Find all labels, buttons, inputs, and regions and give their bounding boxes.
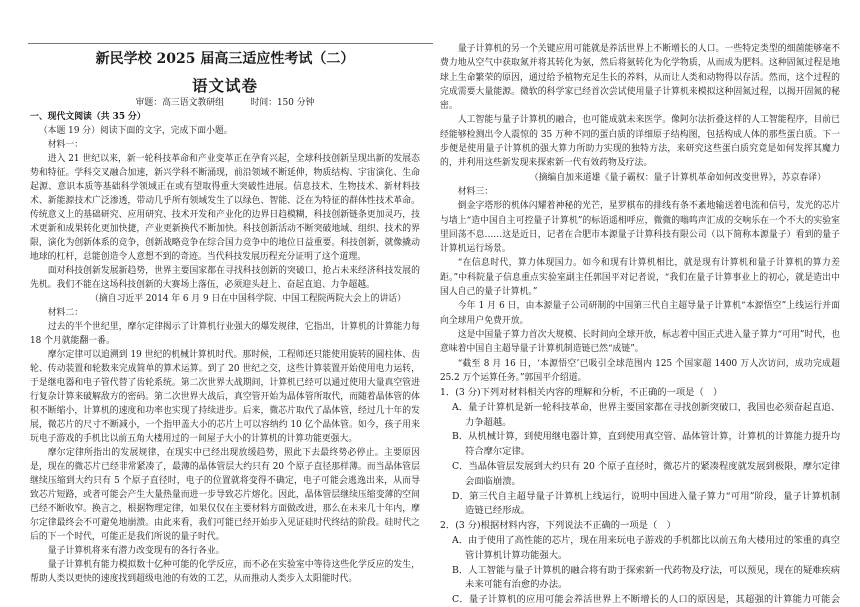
section-heading: 一、现代文阅读（共 35 分） <box>30 112 146 122</box>
paragraph: 过去的半个世纪里，摩尔定律揭示了计算机行业强大的爆发规律，它指出，计算机的计算能力每 18 个月就能翻一番。 <box>30 322 420 346</box>
material-label: 材料三： <box>457 186 494 197</box>
question-option: B．人工智能与量子计算机的融合将有助于探索新一代药物及疗法，可以预见，现在的疑难疾病未来可能有治愈的办法。 <box>452 564 840 591</box>
paragraph: 摩尔定律可以追溯到 19 世纪的机械计算机时代。那时候，工程师还只能使用旋转的圆柱体、齿轮、传动装置和轮数来完成简单的算术运算。到了 20 世纪之交，这些计算装置开始使用电力运转，于是继电器和电子管代替了齿轮系统。第二次世界大战期间，计算机已经可以通过使用大量真空管进行复杂计算来破解敌方的密码。第二次世界大战后，真空管开始为晶体管所取代，而随着晶体管的体积不断缩小，计算机的速度和功率也实现了持续进步。后来，微芯片取代了晶体管，经过几十年的发展，微芯片的尺寸不断减小，一个指甲盖大小的芯片上可以容纳约 10 亿个晶体管。如今，孩子用来玩电子游戏的手机比以前五角大楼用过的一间屋子大小的计算机的计算功能更强大。 <box>30 350 420 444</box>
exam-title: 新民学校 2025 届高三适应性考试（二） <box>95 51 355 67</box>
left-column <box>30 0 420 607</box>
question-option: D．第三代自主超导量子计算机上线运行，说明中国进入量子算力“可用”阶段，量子计算机制造链已经形成。 <box>452 490 840 517</box>
question-list <box>440 386 840 607</box>
paragraph: 进入 21 世纪以来，新一轮科技革命和产业变革正在孕育兴起，全球科技创新呈现出新的发展态势和特征。学科交叉融合加速，新兴学科不断涌现，前沿领域不断延伸，物质结构、宇宙演化、生命起源、意识本质等基础科学领域正在或有望取得重大突破性进展。信息技术、生物技术、新材料技术、新能源技术广泛渗透，带动几乎所有领域发生了以绿色、智能、泛在为特征的群体性技术革命。传统意义上的基础研究、应用研究、技术开发和产业化的边界日趋模糊，科技创新链条更加灵巧，技术更新和成果转化更加快捷，产业更新换代不断加快。科技创新活动不断突破地域、组织、技术的界限，演化为创新体系的竞争，创新战略竞争在综合国力竞争中的地位日益重要。科技创新，就像撬动地球的杠杆，总能创造令人意想不到的奇迹。当代科技发展历程充分证明了这个道理。 <box>30 154 420 262</box>
paragraph: 摩尔定律所指出的发展规律，在现实中已经出现放缓趋势，照此下去最终势必停止。主要原因是，现在的微芯片已经非常紧凑了，最薄的晶体管层大约只有 20 个原子直径那样薄。而当晶体管层继续压缩到大约只有 5 个原子直径时，电子的位置就将变得不确定，电子可能会逃逸出来，从而导致芯片短路，或者可能会产生大量热量而进一步导致芯片熔化。因此，晶体管层继续压缩变薄的空间已经不断收窄。换言之，根据物理定律，如果仅仅在主要材料方面做改进，那么在未来几十年内，摩尔定律最终会不可避免地崩溃。由此来看，我们可能已经开始步入见证硅时代终结的阶段。硅时代之后的下一个时代，可能正是我们所说的量子时代。 <box>30 448 420 542</box>
paragraph: 倒金字塔形的机体闪耀着神秘的光芒，星罗棋布的排线有条不紊地输送着电流和信号，发光的芯片与墙上“造中国自主可控量子计算机”的标语遥相呼应，微微的嗡鸣声汇成的交响乐在一个不大的实验室里回荡不息……这是近日，记者在合肥市本源量子计算科技有限公司（以下简称本源量子）看到的量子计算机运行场景。 <box>440 201 840 255</box>
paragraph: 面对科技创新发展新趋势，世界主要国家都在寻找科技创新的突破口，抢占未来经济科技发展的先机。我们不能在这场科技创新的大赛场上落伍，必须迎头赶上、奋起直追、力争超越。 <box>30 266 420 290</box>
right-text-flow <box>440 42 840 386</box>
question-option: C．当晶体管层发展到大约只有 20 个原子直径时，微芯片的紧凑程度就发展到极限，摩尔定律会面临崩溃。 <box>452 460 840 487</box>
material-label: 材料一： <box>47 140 84 150</box>
paper-subject: 语文试卷 <box>191 76 258 95</box>
question-option: A．由于使用了高性能的芯片，现在用来玩电子游戏的手机都比以前五角大楼用过的笨重的真空管计算机计算功能强大。 <box>452 534 840 561</box>
paragraph: 今年 1 月 6 日，由本源量子公司研制的中国第三代自主超导量子计算机“本源悟空”上线运行并面向全球用户免费开放。 <box>440 301 840 326</box>
question-stem: 1．(3 分)下列对材料相关内容的理解和分析，不正确的一项是（ ） <box>440 387 723 398</box>
paragraph: “在信息时代，算力体现国力。如今和现有计算机相比，就是现有计算机和量子计算机的算力差距。”中科院量子信息重点实验室副主任郭国平对记者说，“我们在量子计算事业上的初心，就是造出中国人自己的量子计算机。” <box>440 258 840 298</box>
material-source: （摘编自加来道雄《量子霸权：量子计算机革命如何改变世界》，苏京春译） <box>529 172 826 183</box>
paragraph: 量子计算机将来有潜力改变现有的各行各业。 <box>47 546 225 556</box>
material-source: （摘自习近平 2014 年 6 月 9 日在中国科学院、中国工程院两院大会上的讲话） <box>90 294 406 304</box>
left-text-flow <box>30 96 420 600</box>
question-option: B．从机械计算，到使用继电器计算，直到使用真空管、晶体管计算，计算机的计算能力提升均符合摩尔定律。 <box>452 431 840 458</box>
exam-meta: 审题：高三语文教研组 时间：150 分钟 <box>135 98 315 108</box>
question-stem: 2．(3 分)根据材料内容，下列说法不正确的一项是（ ） <box>440 520 676 532</box>
paragraph: 人工智能与量子计算机的融合，也可能成就未来医学。像阿尔法折叠这样的人工智能程序，目前已经能够检测出令人震惊的 35 万种不同的蛋白质的详细原子结构图，包括构成人体的那些蛋白质。下一步便是使用量子计算机的强大算力所助力实现的独特方法，来研究这些蛋白质究竟是如何发挥其魔力的，并利用这些新发现来探索新一代有效药物及疗法。 <box>440 115 840 169</box>
paragraph: “截至 8 月 16 日，‘本源悟空’已吸引全球范围内 125 个国家超 1400 万人次访问，成功完成超 25.2 万个运算任务。”郭国平介绍道。 <box>440 358 840 383</box>
question-option: C．量子计算机的应用可能会养活世界上不断增长的人口的原因是，其超强的计算能力可能会 <box>452 594 840 606</box>
question-option: A．量子计算机是新一轮科技革命，世界主要国家都在寻找创新突破口，我国也必须奋起直追、力争超越。 <box>452 401 840 428</box>
material-label: 材料二： <box>47 308 84 318</box>
paragraph: 量子计算机有能力模拟数十亿种可能的化学反应，而不必在实验室中等待这些化学反应的发生，帮助人类以更快的速度找到超级电池的有效的工艺，从而推动人类步入太阳能时代。 <box>30 560 420 584</box>
paragraph: 这是中国量子算力首次大规模、长时间向全球开放，标志着中国正式进入量子算力“可用”时代，也意味着中国自主超导量子计算机制造链已然“成链”。 <box>440 329 840 355</box>
right-column <box>440 0 840 607</box>
section-instruction: （本题 19 分）阅读下面的文字，完成下面小题。 <box>38 126 233 136</box>
paragraph: 量子计算机的另一个关键应用可能就是养活世界上不断增长的人口。一些特定类型的细菌能够毫不费力地从空气中获取氮并将其转化为氨，然后将氨转化为化学物质，从而成为肥料。这种固氮过程是地球上生命繁荣的原因，通过给予植物充足生长的养料，从而让人类和动物得以存活。然而，这个过程的完成需要大量能源。微软的科学家已经首次尝试使用量子计算机来模拟这种固氮过程，以揭开固氮的秘密。 <box>440 44 840 112</box>
